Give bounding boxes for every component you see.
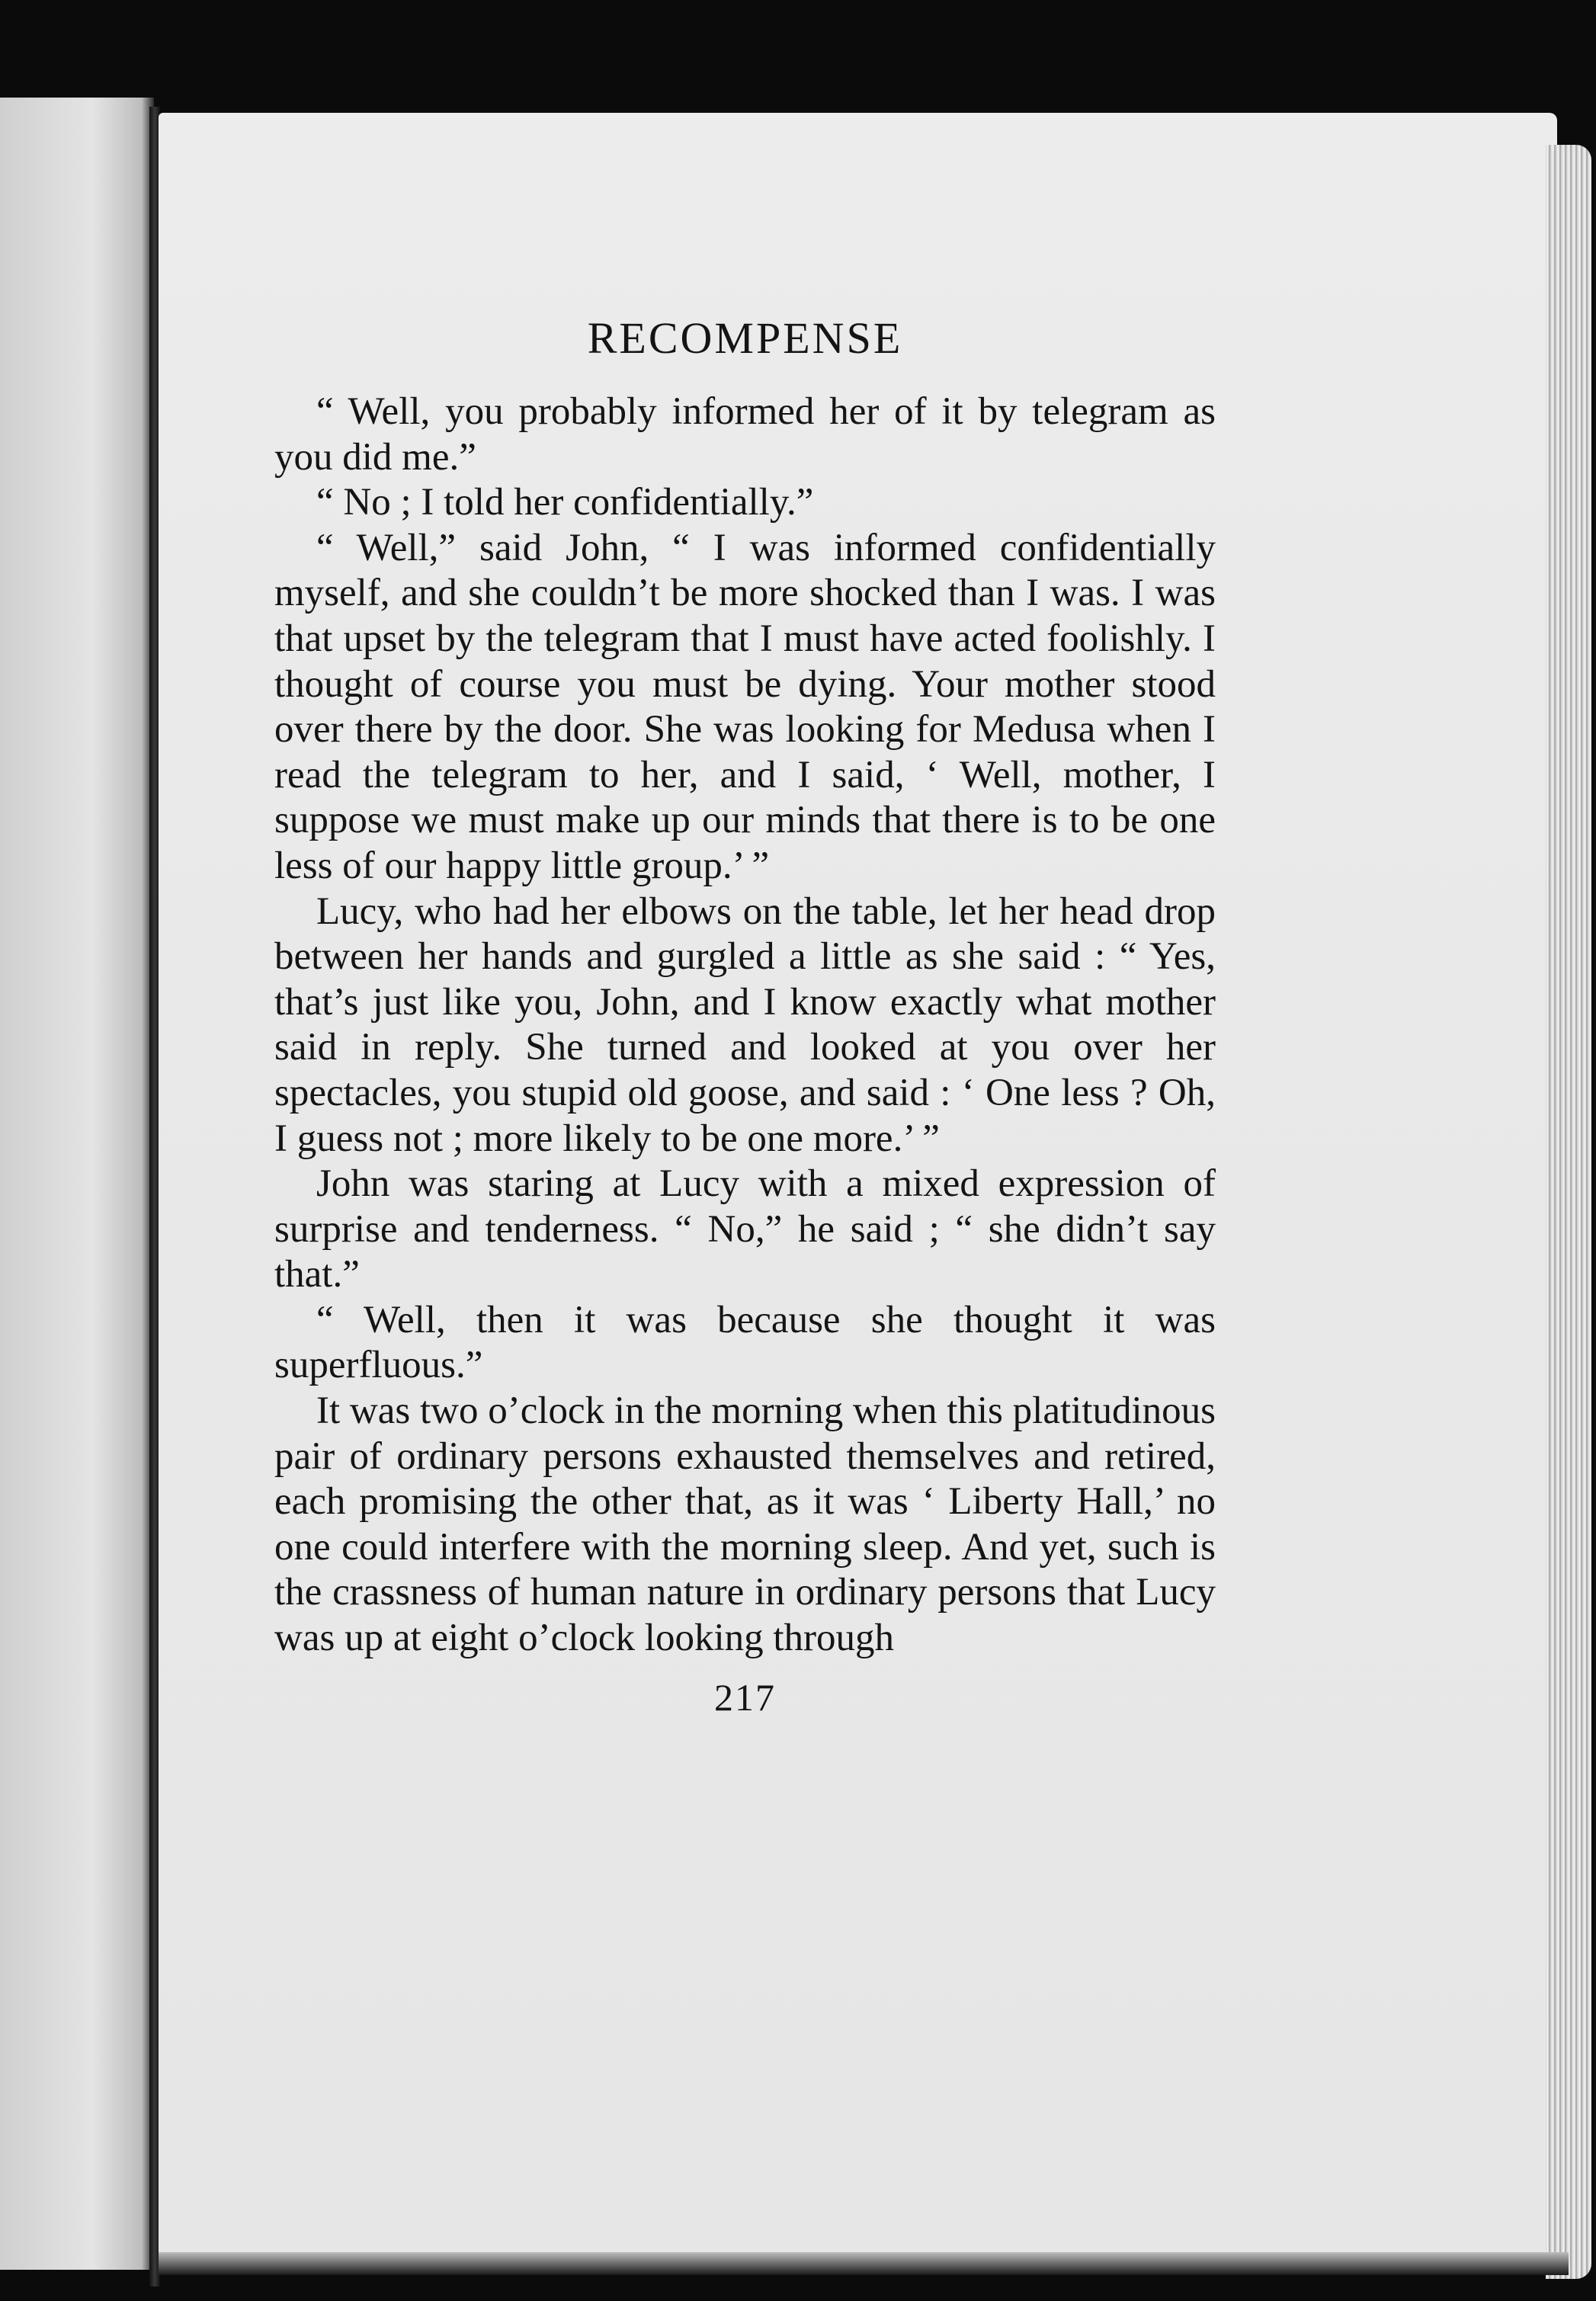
paragraph: “ No ; I told her confidentially.” <box>316 481 814 524</box>
page-text-block <box>274 313 1216 1719</box>
page-stack-edge <box>1546 145 1591 2279</box>
paragraph: John was staring at Lucy with a mixed expression of surprise and tenderness. “ No,” he said ; “ she didn’t say that.” <box>274 1162 1216 1296</box>
paragraph: “ Well, then it was because she thought it was superfluous.” <box>274 1298 1216 1387</box>
left-page-edge <box>0 98 154 2270</box>
paragraph: It was two o’clock in the morning when this platitudinous pair of ordinary persons exhausted themselves and retired, each promising the other that, as it was ‘ Liberty Hall,’ no one could interfere with the morning sleep. And yet, such is the crassness of human nature in ordinary persons that Lucy was up at eight o’clock looking through <box>274 1389 1216 1660</box>
page-number: 217 <box>714 1675 776 1719</box>
paragraph: Lucy, who had her elbows on the table, let her head drop between her hands and gurgled a little as she said : “ Yes, that’s just like you, John, and I know exactly what mother said in reply. She turned and looked at you over her spectacles, you stupid old goose, and said : ‘ One less ? Oh, I guess not ; more likely to be one more.’ ” <box>274 889 1216 1160</box>
running-head: RECOMPENSE <box>587 313 903 363</box>
page-bottom-shadow <box>159 2252 1569 2275</box>
paragraph: “ Well, you probably informed her of it by telegram as you did me.” <box>274 390 1216 479</box>
paragraph: “ Well,” said John, “ I was informed confidentially myself, and she couldn’t be more shocked than I was. I was that upset by the telegram that I must have acted foolishly. I thought of course you must be dying. Your mother stood over there by the door. She was looking for Medusa when I read the telegram to her, and I said, ‘ Well, mother, I suppose we must make up our minds that there is to be one less of our happy little group.’ ” <box>274 526 1216 887</box>
